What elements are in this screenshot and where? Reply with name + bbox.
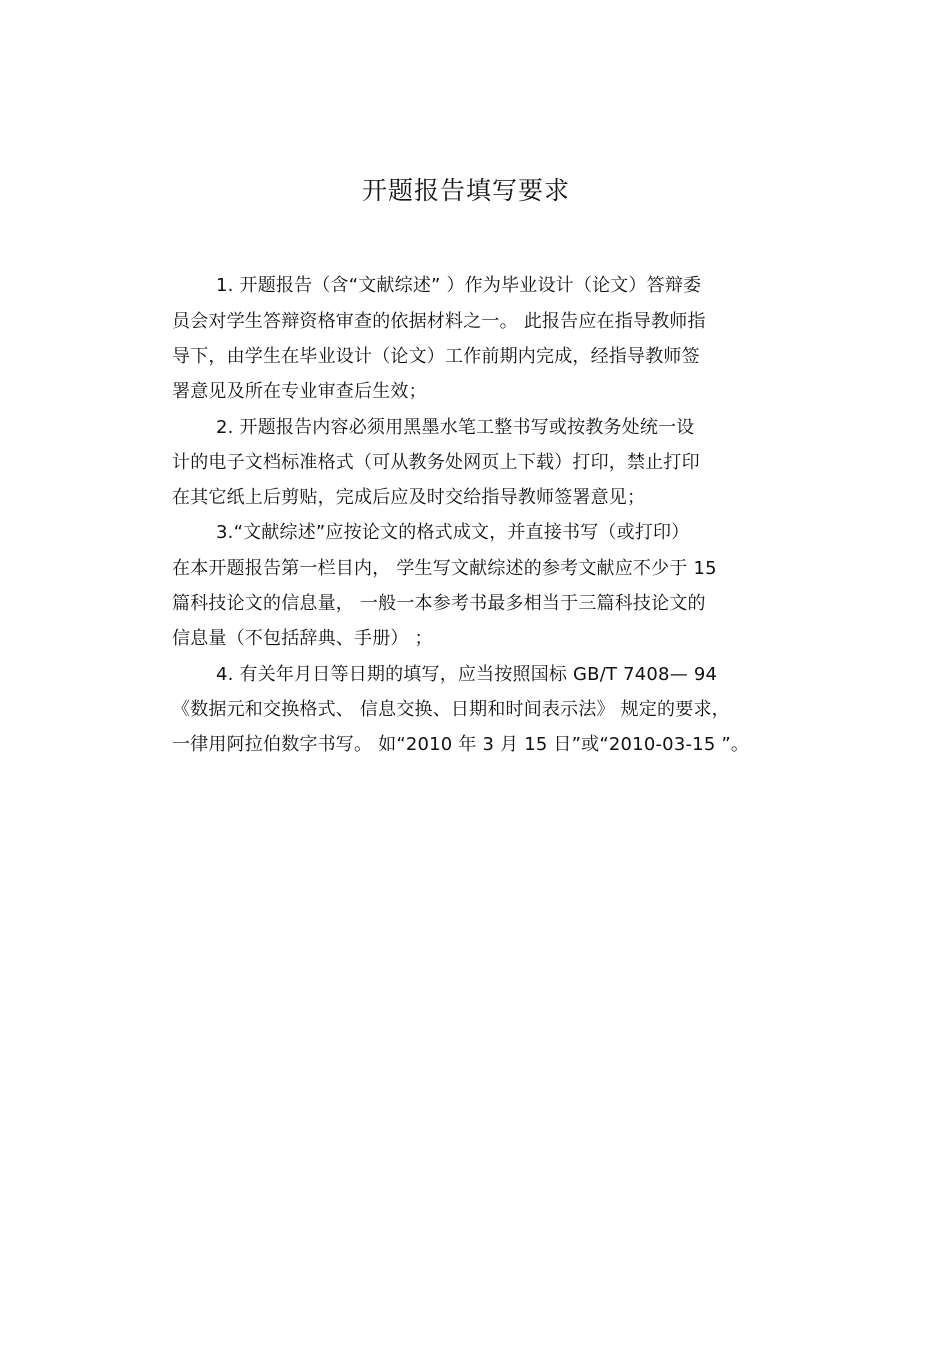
item-2-line-1: 2. 开题报告内容必须用黑墨水笔工整书写或按教务处统一设: [216, 417, 695, 438]
item-1-line-2: 员会对学生答辩资格审查的依据材料之一。 此报告应在指导教师指: [172, 311, 706, 332]
item-1-line-4: 署意见及所在专业审查后生效；: [172, 381, 427, 402]
item-2-line-3: 在其它纸上后剪贴，完成后应及时交给指导教师签署意见；: [172, 487, 646, 508]
item-4-line-3: 一律用阿拉伯数字书写。 如“2010 年 3 月 15 日”或“2010-03-15 ”。: [172, 734, 750, 755]
item-4-line-1: 4. 有关年月日等日期的填写，应当按照国标 GB/T 7408— 94: [216, 664, 718, 685]
item-4-line-2: 《数据元和交换格式、 信息交换、日期和时间表示法》 规定的要求，: [172, 699, 730, 720]
item-2-line-2: 计的电子文档标准格式（可从教务处网页上下载）打印，禁止打印: [172, 452, 700, 473]
document-title: 开题报告填写要求: [361, 176, 570, 205]
item-3-line-3: 篇科技论文的信息量， 一般一本参考书最多相当于三篇科技论文的: [172, 593, 706, 614]
item-1-line-1: 1. 开题报告（含“文献综述” ）作为毕业设计（论文）答辩委: [216, 275, 702, 296]
item-3-line-2: 在本开题报告第一栏目内， 学生写文献综述的参考文献应不少于 15: [172, 558, 717, 579]
item-1-line-3: 导下，由学生在毕业设计（论文）工作前期内完成，经指导教师签: [172, 346, 700, 367]
item-3-line-4: 信息量（不包括辞典、手册） ；: [172, 628, 433, 649]
item-3-line-1: 3.“文献综述”应按论文的格式成文，并直接书写（或打印）: [216, 522, 690, 543]
